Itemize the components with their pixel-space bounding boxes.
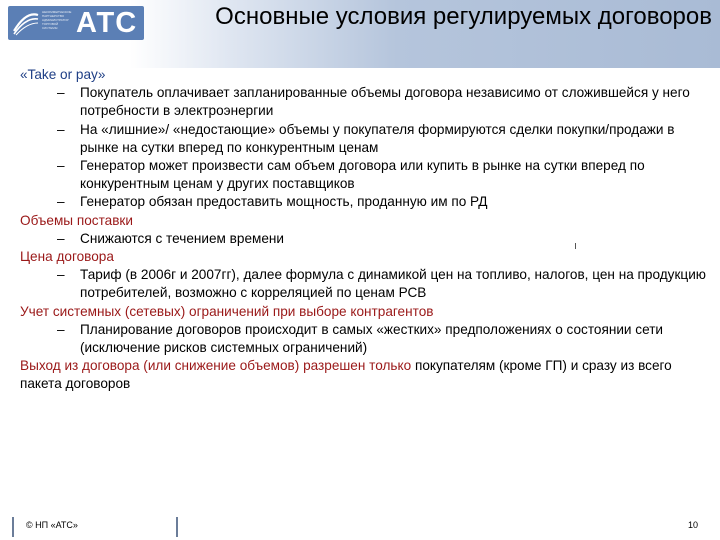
dash: – xyxy=(57,158,65,174)
slide-header xyxy=(0,0,720,68)
exit-paragraph xyxy=(20,357,710,393)
stray-tick-mark xyxy=(575,243,576,249)
exit-text: покупателям (кроме ГП) и сразу из всего пакета договоров xyxy=(20,358,672,392)
footer-divider xyxy=(12,517,14,537)
list-item: – Генератор может произвести сам объем договора или купить в рынке на сутки вперед по конкурентным ценам у других поставщиков xyxy=(57,158,645,192)
logo-swoosh-icon xyxy=(12,9,40,37)
list-item: – Генератор обязан предоставить мощность, проданную им по РД xyxy=(20,193,710,211)
list-item: – Покупатель оплачивает запланированные объемы договора независимо от сложившейся у него потребности в электроэнергии xyxy=(57,85,690,119)
section-heading: «Take or pay» xyxy=(20,67,106,82)
dash: – xyxy=(57,267,65,283)
footer-divider xyxy=(176,517,178,537)
dash: – xyxy=(57,230,65,246)
list-item: – Тариф (в 2006г и 2007гг), далее формула с динамикой цен на топливо, налогов, цен на продукцию потребителей, возможно с корреляцией по ценам РСВ xyxy=(57,267,706,301)
dash: – xyxy=(57,321,65,337)
list-item: – На «лишние»/ «недостающие» объемы у покупателя формируются сделки покупки/продажи в рынке на сутки вперед по конкурентным ценам xyxy=(57,121,675,155)
page-number: 10 xyxy=(687,520,698,530)
footer-copyright: © НП «АТС» xyxy=(26,520,78,530)
logo-subtitle: НЕКОММЕРЧЕСКОЕ ПАРТНЕРСТВО АДМИНИСТРАТОР ТОРГОВОЙ СИСТЕМЫ xyxy=(42,10,72,30)
section-heading: Объемы поставки xyxy=(20,212,133,228)
slide-title: Основные условия регулируемых договоров xyxy=(215,3,712,30)
dash: – xyxy=(57,85,65,101)
exit-text-highlight: Выход из договора (или снижение объемов) разрешен только xyxy=(20,358,415,374)
dash: – xyxy=(57,121,65,137)
list-item: – Планирование договоров происходит в самых «жестких» предположениях о состоянии сети (исключение рисков системных ограничений) xyxy=(57,321,664,356)
slide-content xyxy=(20,66,710,394)
dash: – xyxy=(57,194,65,210)
logo-text: АТС xyxy=(76,7,138,39)
list-item: – Снижаются с течением времени xyxy=(20,230,710,248)
section-heading: Цена договора xyxy=(20,249,114,265)
ats-logo xyxy=(8,6,144,40)
section-heading: Учет системных (сетевых) ограничений при выборе контрагентов xyxy=(20,303,434,319)
